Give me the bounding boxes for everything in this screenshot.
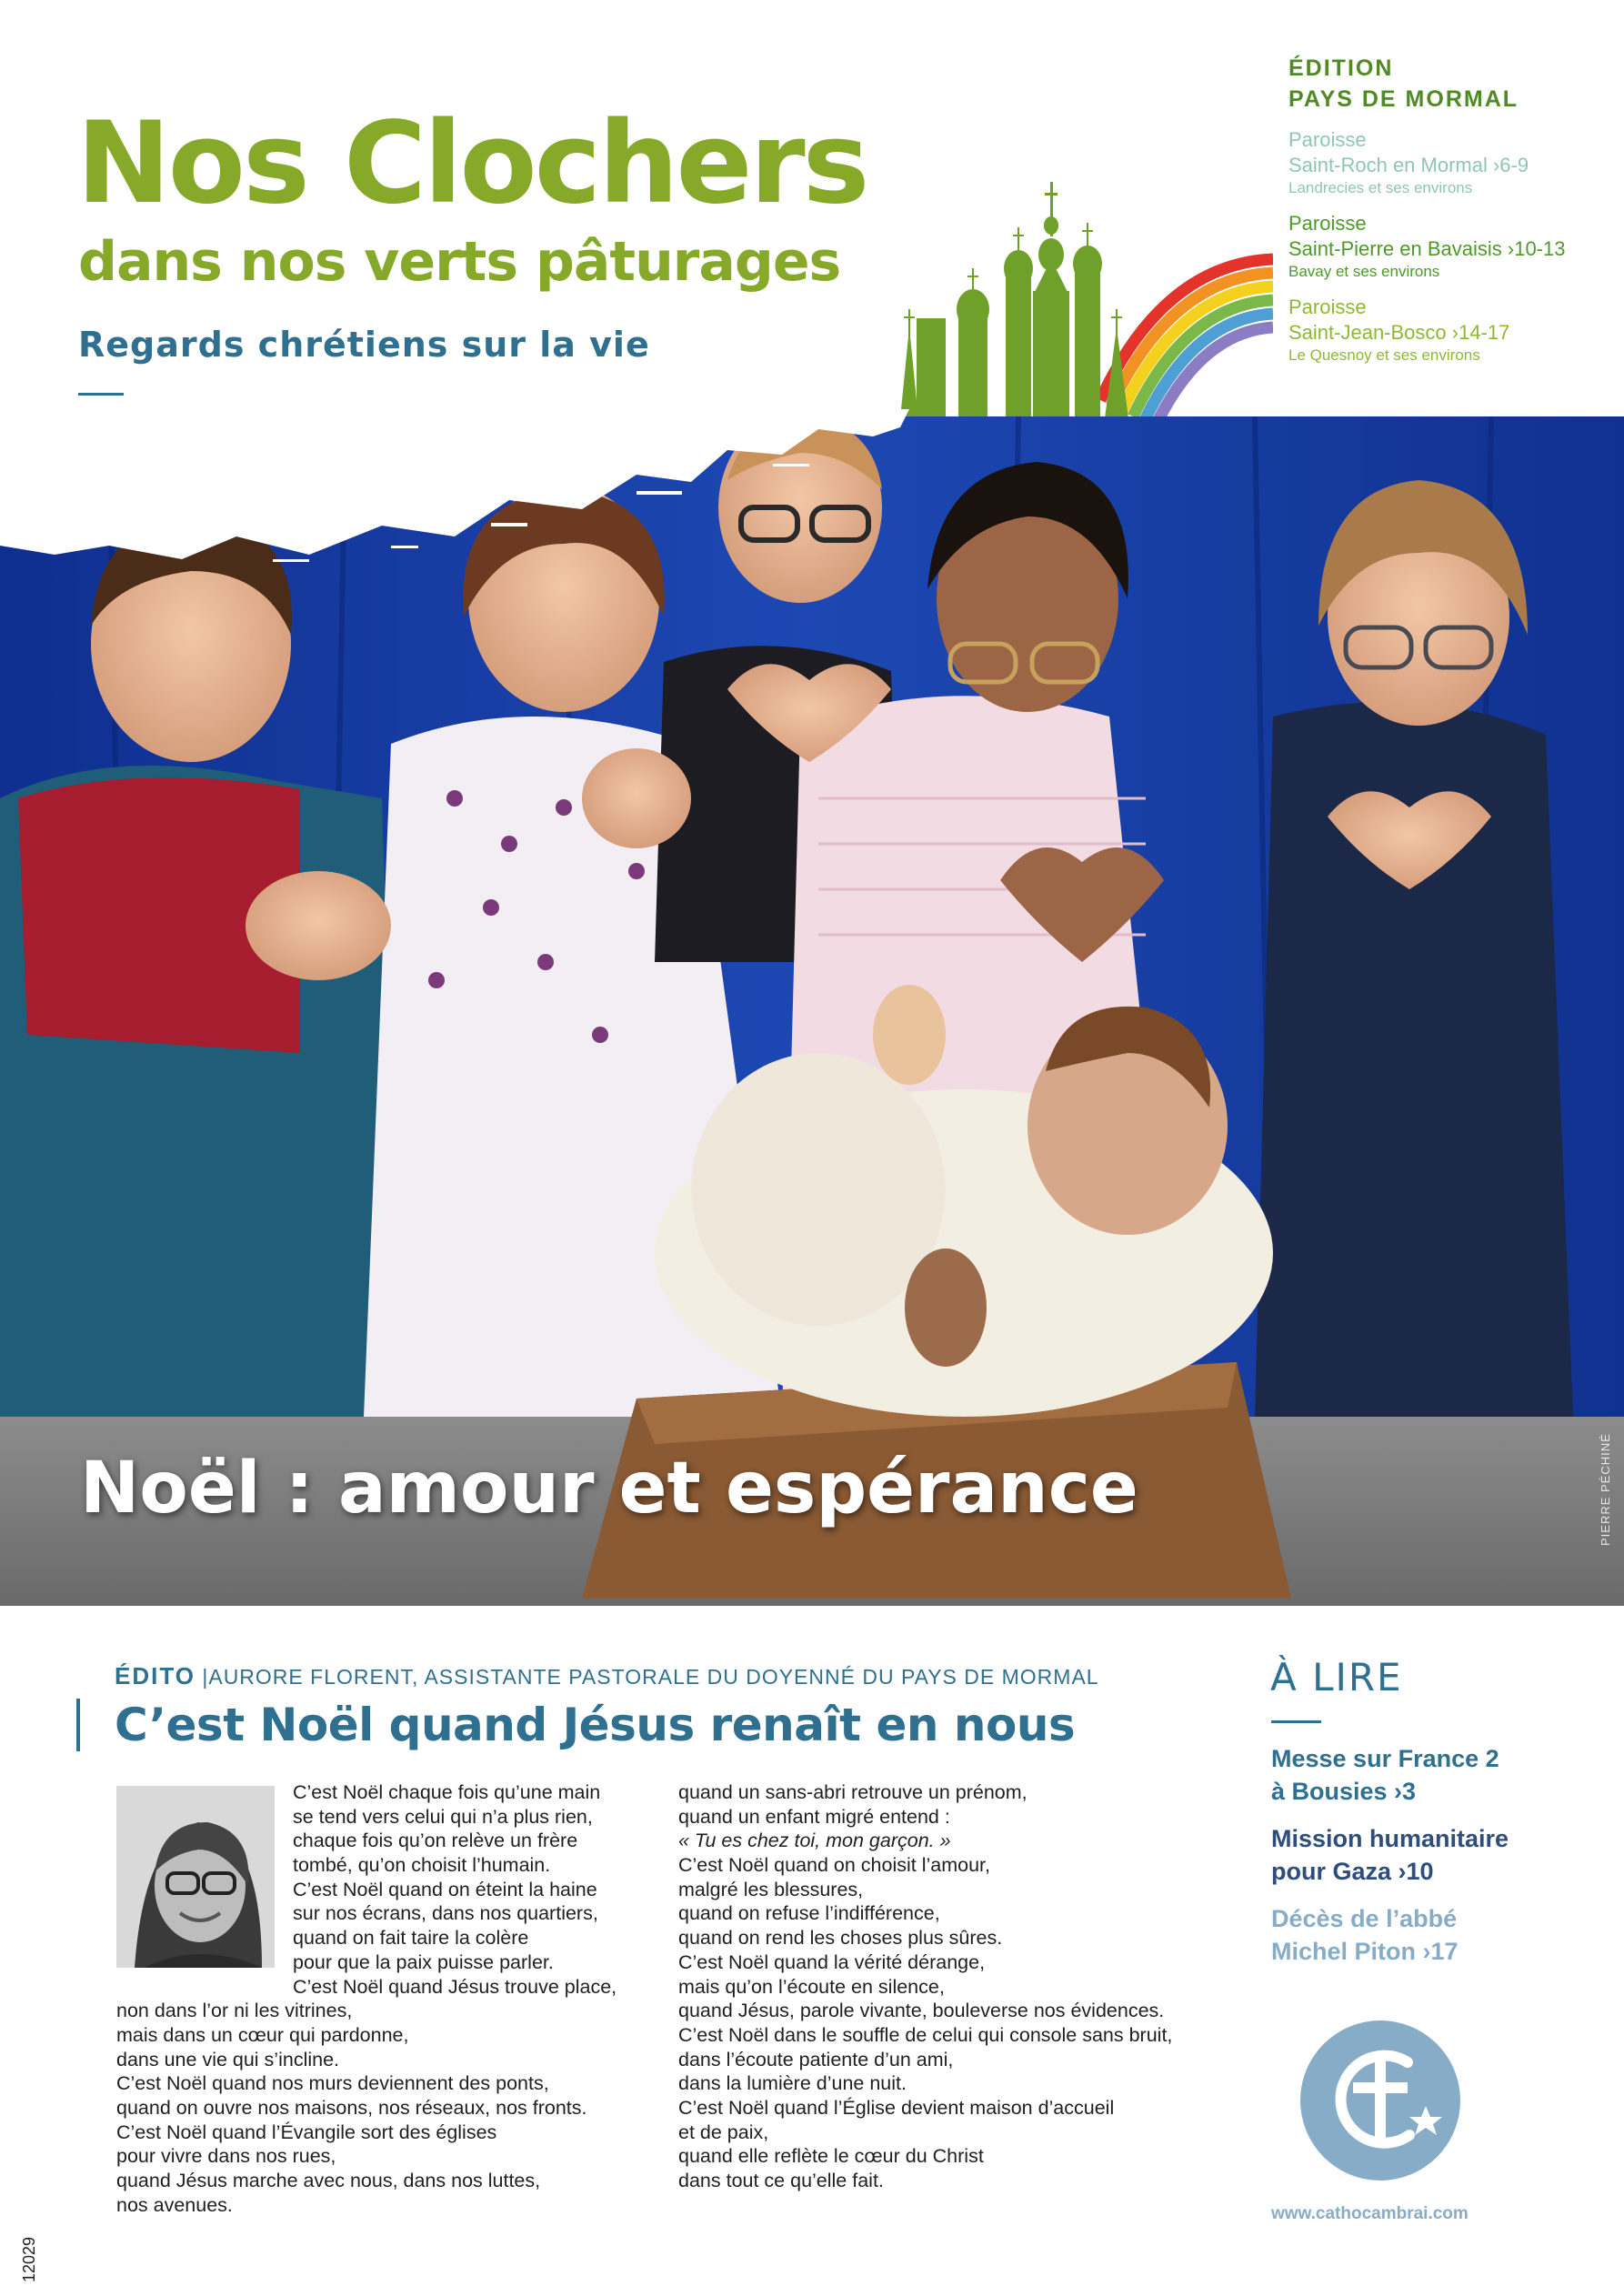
edito-label: ÉDITO <box>115 1662 195 1689</box>
sidebar-rule <box>1271 1720 1321 1723</box>
website-link[interactable]: www.cathocambrai.com <box>1271 2204 1469 2223</box>
edition-info <box>1288 53 1616 366</box>
edito-line: quand on refuse l’indifférence, <box>678 1902 940 1925</box>
teaser-line: Mission humanitaire <box>1271 1825 1509 1852</box>
masthead-subtitle: dans nos verts pâturages <box>78 230 841 294</box>
edito-line: mais dans un cœur qui pardonne, <box>116 2023 409 2046</box>
parish-entry <box>1288 295 1616 366</box>
edito-column-1 <box>116 1780 617 2217</box>
edito-line: mais qu’on l’écoute en silence, <box>678 1975 945 1998</box>
edito-line: dans la lumière d’une nuit. <box>678 2072 907 2095</box>
edito-line: quand un enfant migré entend : <box>678 1805 950 1828</box>
edito-line: nos avenues. <box>116 2193 233 2216</box>
teaser-link[interactable] <box>1271 1742 1580 1808</box>
edito-line: non dans l’or ni les vitrines, <box>116 2000 353 2022</box>
edito-line: quand Jésus marche avec nous, dans nos luttes, <box>116 2170 541 2191</box>
edito-line: C’est Noël quand la vérité dérange, <box>678 1950 986 1973</box>
edito-column-2 <box>678 1780 1172 2193</box>
edito-line: sur nos écrans, dans nos quartiers, <box>293 1902 598 1925</box>
masthead-rule <box>78 393 124 396</box>
cover-photo <box>0 416 1624 1606</box>
parish-label: Paroisse <box>1288 212 1367 235</box>
parish-towns: Landrecies et ses environs <box>1288 179 1473 196</box>
photo-credit: PIERRE PÉCHINÉ <box>1599 1433 1612 1546</box>
teaser-link[interactable] <box>1271 1902 1580 1968</box>
teaser-line: Michel Piton ›17 <box>1271 1938 1459 1965</box>
edito-line: C’est Noël quand Jésus trouve place, <box>293 1975 617 1998</box>
parish-entry <box>1288 127 1616 198</box>
edito-line: et de paix, <box>678 2121 769 2143</box>
edito-line: se tend vers celui qui n’a plus rien, <box>293 1805 593 1828</box>
parish-label: Paroisse <box>1288 128 1367 151</box>
teaser-line: Messe sur France 2 <box>1271 1745 1499 1772</box>
masthead-title: Nos Clochers <box>76 98 867 229</box>
edito-line: quand Jésus, parole vivante, bouleverse nos évidences. <box>678 2000 1165 2022</box>
edito-line: quand on rend les choses plus sûres. <box>678 1927 1003 1950</box>
edito-accent-bar <box>76 1699 80 1751</box>
edito-line: quand un sans-abri retrouve un prénom, <box>678 1781 1028 1803</box>
edito-line: quand elle reflète le cœur du Christ <box>678 2145 984 2168</box>
cover-headline: Noël : amour et espérance <box>80 1448 1138 1529</box>
edito-line: C’est Noël dans le souffle de celui qui console sans bruit, <box>678 2023 1173 2046</box>
parish-label: Paroisse <box>1288 296 1367 318</box>
edito-line: pour que la paix puisse parler. <box>293 1950 554 1973</box>
edito-line: dans tout ce qu’elle fait. <box>678 2170 884 2191</box>
brush-stroke <box>0 409 909 564</box>
edito-line: C’est Noël quand on éteint la haine <box>293 1878 597 1900</box>
edito-author: AURORE FLORENT, ASSISTANTE PASTORALE DU DOYENNÉ DU PAYS DE MORMAL <box>208 1665 1099 1689</box>
parish-name: Saint-Jean-Bosco ›14-17 <box>1288 321 1510 344</box>
edito-line: dans une vie qui s’incline. <box>116 2048 340 2070</box>
edito-line: C’est Noël quand nos murs deviennent des ponts, <box>116 2072 549 2095</box>
edito-line: C’est Noël quand on choisit l’amour, <box>678 1854 990 1877</box>
edito-quote-line: « Tu es chez toi, mon garçon. » <box>678 1830 951 1852</box>
sidebar-heading: À LIRE <box>1270 1655 1403 1699</box>
teaser-line: pour Gaza ›10 <box>1271 1858 1434 1885</box>
edito-line: quand on fait taire la colère <box>293 1927 529 1950</box>
edito-line: pour vivre dans nos rues, <box>116 2145 336 2168</box>
edition-label: ÉDITION <box>1288 55 1394 81</box>
masthead-tagline: Regards chrétiens sur la vie <box>78 325 650 365</box>
edito-line: C’est Noël quand l’Évangile sort des églises <box>116 2121 497 2143</box>
edito-line: chaque fois qu’on relève un frère <box>293 1830 578 1852</box>
diocese-cross-star-logo <box>1298 2019 1462 2182</box>
church-skyline-rainbow-logo <box>873 173 1273 418</box>
teaser-line: à Bousies ›3 <box>1271 1778 1417 1805</box>
edito-line: tombé, qu’on choisit l’humain. <box>293 1854 551 1877</box>
edito-title: C’est Noël quand Jésus renaît en nous <box>115 1699 1076 1751</box>
parish-towns: Le Quesnoy et ses environs <box>1288 346 1480 364</box>
teaser-link[interactable] <box>1271 1822 1580 1888</box>
edito-line: C’est Noël quand l’Église devient maison d’accueil <box>678 2096 1115 2119</box>
edito-line: quand on ouvre nos maisons, nos réseaux, nos fronts. <box>116 2096 587 2119</box>
parish-entry <box>1288 211 1616 282</box>
edito-line: malgré les blessures, <box>678 1878 864 1900</box>
edition-area: PAYS DE MORMAL <box>1288 86 1519 112</box>
edito-line: C’est Noël chaque fois qu’une main <box>293 1781 601 1803</box>
edito-kicker <box>115 1662 1099 1690</box>
edito-separator: | <box>195 1665 209 1689</box>
parish-name: Saint-Roch en Mormal ›6-9 <box>1288 154 1529 176</box>
publication-code: 12029 <box>20 2236 38 2282</box>
parish-name: Saint-Pierre en Bavaisis ›10-13 <box>1288 237 1566 260</box>
teaser-line: Décès de l’abbé <box>1271 1905 1458 1932</box>
edito-line: dans l’écoute patiente d’un ami, <box>678 2048 954 2070</box>
parish-towns: Bavay et ses environs <box>1288 263 1440 280</box>
